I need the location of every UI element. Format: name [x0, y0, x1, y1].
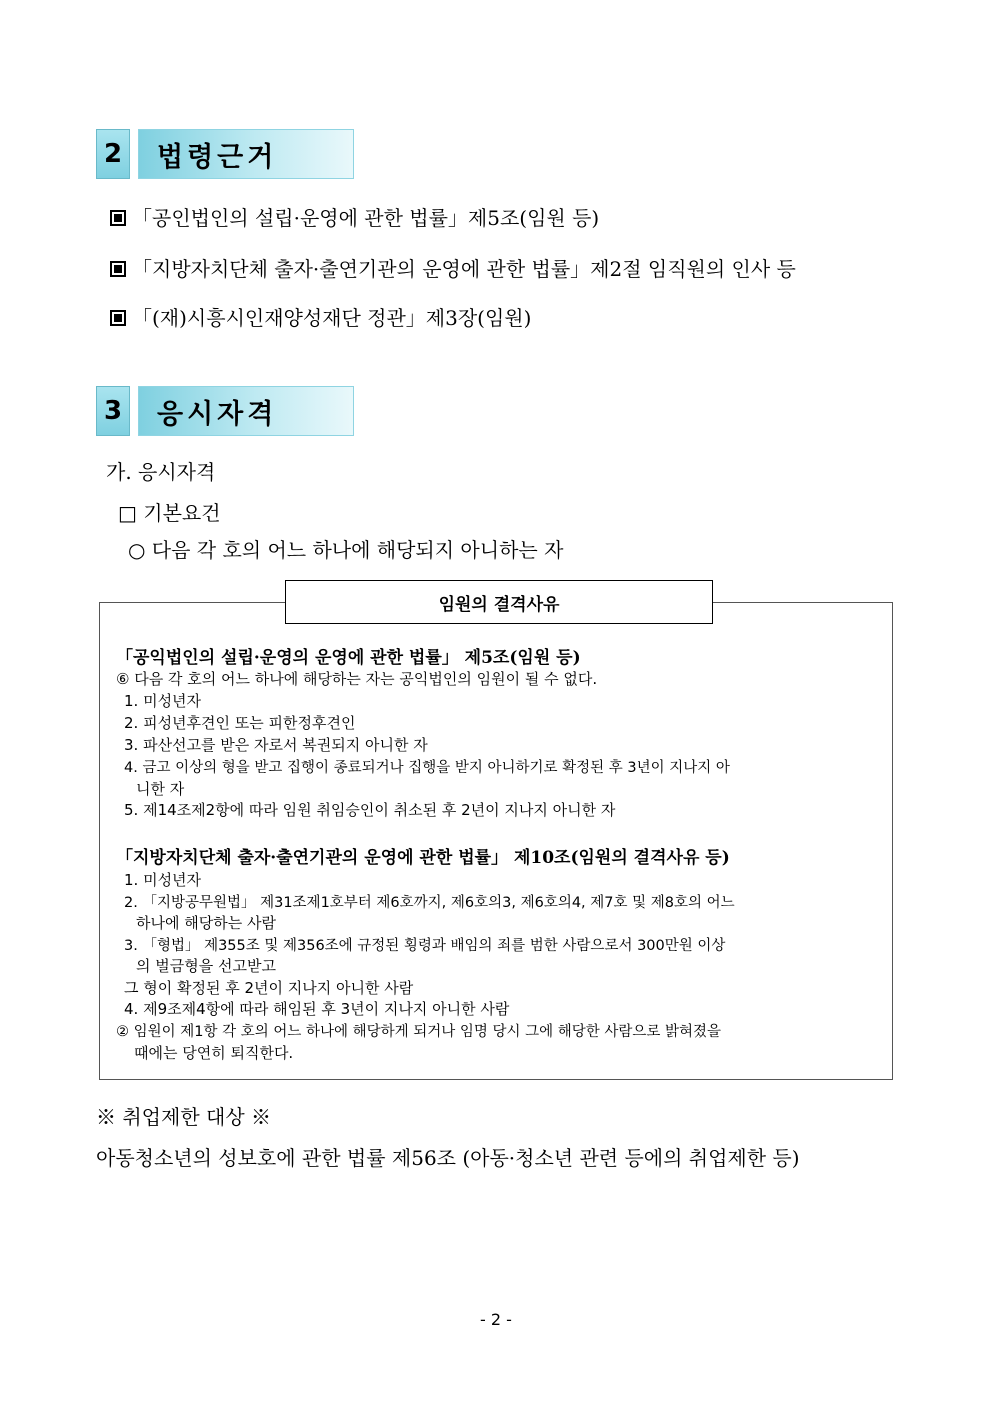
- law2-paragraph-cont: 때에는 당연히 퇴직한다.: [134, 1044, 294, 1062]
- sub-heading: 가. 응시자격: [106, 460, 216, 484]
- filled-square-bullet-icon: [110, 310, 126, 326]
- law1-intro: ⑥ 다음 각 호의 어느 하나에 해당하는 자는 공익법인의 임원이 될 수 없다.: [116, 670, 598, 688]
- restriction-text: 아동청소년의 성보호에 관한 법률 제56조 (아동·청소년 관련 등에의 취업제한 등): [96, 1146, 800, 1170]
- legal-basis-text: 「지방자치단체 출자·출연기관의 운영에 관한 법률」제2절 임직원의 인사 등: [132, 257, 796, 281]
- law2-item-cont: 하나에 해당하는 사람: [136, 914, 276, 932]
- box-title: 임원의 결격사유: [285, 580, 713, 624]
- filled-square-bullet-icon: [110, 261, 126, 277]
- law2-paragraph: ② 임원이 제1항 각 호의 어느 하나에 해당하게 되거나 임명 당시 그에 해당한 사람으로 밝혀졌을: [116, 1024, 722, 1040]
- section-number: 2: [96, 129, 130, 179]
- section-title: 법령근거: [138, 129, 354, 179]
- filled-square-bullet-icon: [110, 210, 126, 226]
- section-title: 응시자격: [138, 386, 354, 436]
- basic-requirement: □ 기본요건: [118, 501, 221, 525]
- law1-item: 2. 피성년후견인 또는 피한정후견인: [124, 714, 356, 732]
- legal-basis-item: [110, 202, 599, 231]
- legal-basis-text: 「(재)시흥시인재양성재단 정관」제3장(임원): [132, 306, 532, 330]
- page-number: - 2 -: [480, 1310, 512, 1329]
- law2-item-cont: 의 벌금형을 선고받고: [136, 957, 276, 975]
- law1-item: 3. 파산선고를 받은 자로서 복권되지 아니한 자: [124, 736, 428, 754]
- law2-item: 3. 「형법」 제355조 및 제356조에 규정된 횡령과 배임의 죄를 범한 사람으로서 300만원 이상: [124, 938, 726, 954]
- law1-item: 4. 금고 이상의 형을 받고 집행이 종료되거나 집행을 받지 아니하기로 확정된 후 3년이 지나지 아: [124, 760, 730, 776]
- condition-text: ○ 다음 각 호의 어느 하나에 해당되지 아니하는 자: [128, 538, 564, 562]
- legal-basis-text: 「공인법인의 설립·운영에 관한 법률」제5조(임원 등): [132, 206, 600, 230]
- law2-item: 1. 미성년자: [124, 871, 202, 889]
- legal-basis-item: [110, 253, 796, 282]
- law1-heading: 「공익법인의 설립·운영의 운영에 관한 법률」 제5조(임원 등): [116, 648, 581, 668]
- law1-item-cont: 니한 자: [136, 780, 185, 798]
- law2-item: 4. 제9조제4항에 따라 해임된 후 3년이 지나지 아니한 사람: [124, 1000, 510, 1018]
- law1-item: 1. 미성년자: [124, 692, 202, 710]
- law2-item: 2. 「지방공무원법」 제31조제1호부터 제6호까지, 제6호의3, 제6호의4, 제7호 및 제8호의 어느: [124, 895, 735, 911]
- law1-item: 5. 제14조제2항에 따라 임원 취임승인이 취소된 후 2년이 지나지 아니한 자: [124, 801, 616, 819]
- law2-heading: 「지방자치단체 출자·출연기관의 운영에 관한 법률」 제10조(임원의 결격사유 등): [116, 848, 730, 868]
- legal-basis-item: [110, 302, 531, 331]
- restriction-title: ※ 취업제한 대상 ※: [96, 1105, 271, 1129]
- section-number: 3: [96, 386, 130, 436]
- law2-item-cont: 그 형이 확정된 후 2년이 지나지 아니한 사람: [124, 979, 414, 997]
